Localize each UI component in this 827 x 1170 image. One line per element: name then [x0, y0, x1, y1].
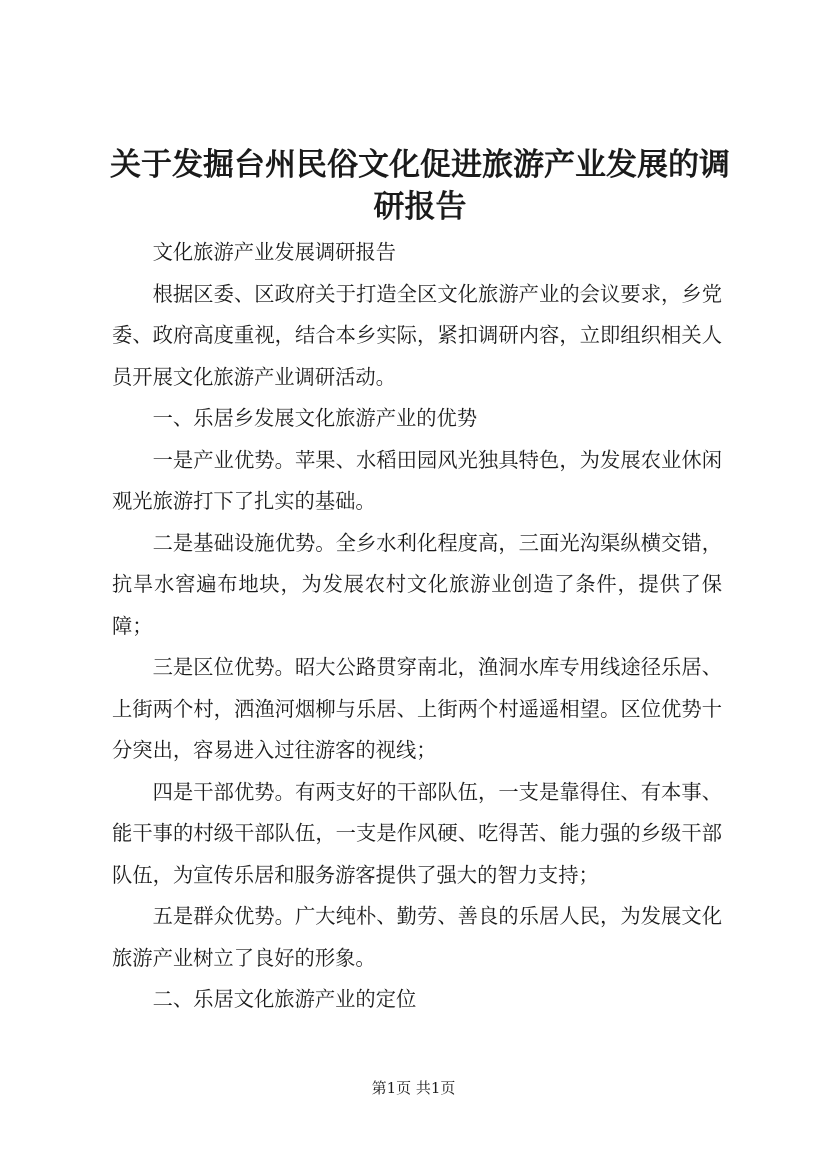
paragraph-cadre-advantage: 四是干部优势。有两支好的干部队伍，一支是靠得住、有本事、能干事的村级干部队伍，一支是作风硬、吃得苦、能力强的乡级干部队伍，为宣传乐居和服务游客提供了强大的智力支持；	[112, 779, 722, 887]
document-body	[112, 232, 722, 1021]
paragraph-location-advantage: 三是区位优势。昭大公路贯穿南北，渔洞水库专用线途径乐居、上街两个村，洒渔河烟柳与乐居、上街两个村遥遥相望。区位优势十分突出，容易进入过往游客的视线；	[112, 655, 722, 762]
paragraph-subtitle: 文化旅游产业发展调研报告	[152, 240, 396, 264]
paragraph-intro: 根据区委、区政府关于打造全区文化旅游产业的会议要求，乡党委、政府高度重视，结合本乡实际，紧扣调研内容，立即组织相关人员开展文化旅游产业调研活动。	[112, 281, 722, 389]
document-title: 关于发掘台州民俗文化促进旅游产业发展的调研报告	[110, 147, 730, 225]
page-footer: 第1页 共1页	[371, 1079, 456, 1097]
section-heading-advantages: 一、乐居乡发展文化旅游产业的优势	[152, 406, 478, 430]
paragraph-public-advantage: 五是群众优势。广大纯朴、勤劳、善良的乐居人民，为发展文化旅游产业树立了良好的形象。	[112, 904, 722, 970]
paragraph-infrastructure-advantage: 二是基础设施优势。全乡水利化程度高，三面光沟渠纵横交错，抗旱水窖遍布地块，为发展农村文化旅游业创造了条件，提供了保障；	[112, 530, 722, 638]
paragraph-industry-advantage: 一是产业优势。苹果、水稻田园风光独具特色，为发展农业休闲观光旅游打下了扎实的基础。	[112, 447, 722, 513]
section-heading-positioning: 二、乐居文化旅游产业的定位	[152, 987, 417, 1011]
